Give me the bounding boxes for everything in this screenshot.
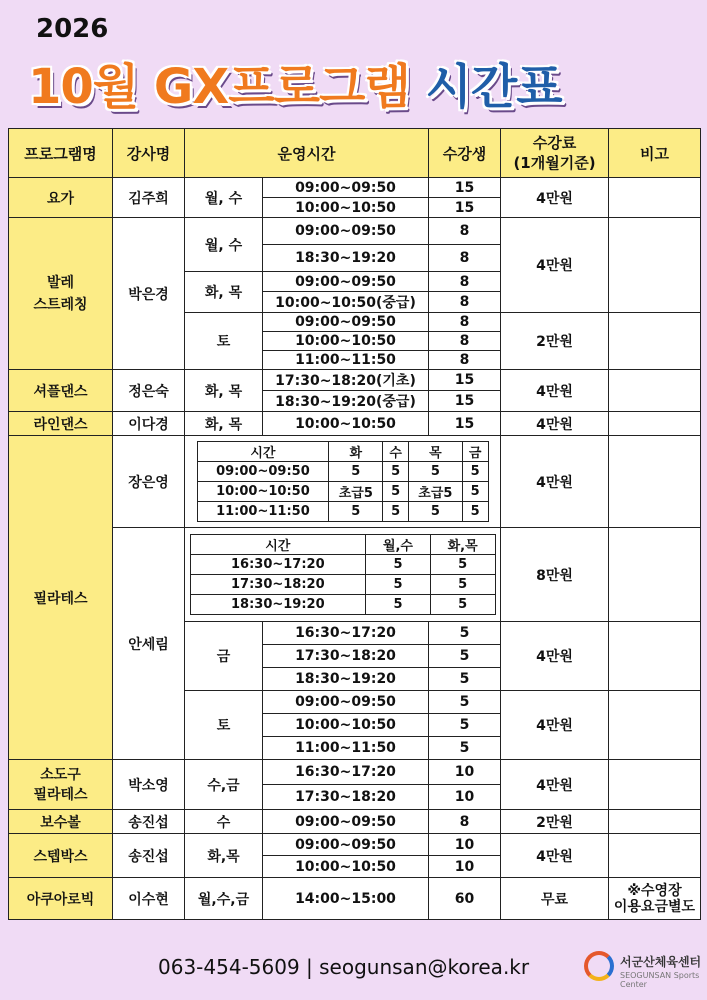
- table-row: [9, 370, 701, 391]
- inner-header: 시간: [197, 442, 329, 462]
- schedule-table: [8, 128, 701, 920]
- student-count: 5: [429, 645, 501, 668]
- time-slot: 10:00~10:50: [263, 332, 429, 351]
- inner-header: 수: [383, 442, 409, 462]
- time-slot: 18:30~19:20: [263, 668, 429, 691]
- inner-cell: 5: [383, 502, 409, 522]
- days: 화, 목: [185, 412, 263, 436]
- instructor: 송진섭: [113, 834, 185, 878]
- fee: 4만원: [501, 218, 609, 313]
- inner-cell: 16:30~17:20: [190, 555, 366, 575]
- program-name: 보수볼: [9, 810, 113, 834]
- instructor: 이수현: [113, 878, 185, 920]
- inner-cell: 초급5: [329, 482, 383, 502]
- time-slot: 10:00~10:50: [263, 412, 429, 436]
- title-part-2: 시간표: [425, 59, 562, 115]
- fee: 4만원: [501, 178, 609, 218]
- table-row: [9, 178, 701, 198]
- inner-header: 월,수: [366, 535, 431, 555]
- instructor: 장은영: [113, 436, 185, 528]
- time-slot: 18:30~19:20: [263, 245, 429, 272]
- inner-schedule-table: [190, 534, 496, 615]
- note: ※수영장 이용요금별도: [609, 878, 701, 920]
- inner-cell: 5: [408, 502, 462, 522]
- instructor: 박은경: [113, 218, 185, 370]
- days: 토: [185, 691, 263, 760]
- note: [609, 528, 701, 622]
- fee: 무료: [501, 878, 609, 920]
- time-slot: 17:30~18:20(기초): [263, 370, 429, 391]
- days: 토: [185, 313, 263, 370]
- note: [609, 810, 701, 834]
- time-slot: 09:00~09:50: [263, 178, 429, 198]
- table-header-row: [9, 129, 701, 178]
- fee: 2만원: [501, 313, 609, 370]
- inner-schedule-table: [197, 441, 489, 522]
- inner-cell: 09:00~09:50: [197, 462, 329, 482]
- student-count: 8: [429, 245, 501, 272]
- table-row: [9, 834, 701, 856]
- logo-subtitle: SEOGUNSAN Sports Center: [620, 971, 700, 989]
- col-header-fee: 수강료 (1개월기준): [501, 129, 609, 178]
- student-count: 10: [429, 856, 501, 878]
- days: 월, 수: [185, 218, 263, 272]
- student-count: 15: [429, 178, 501, 198]
- days: 수: [185, 810, 263, 834]
- fee: 4만원: [501, 436, 609, 528]
- contact-info: 063-454-5609 | seogunsan@korea.kr: [158, 955, 530, 979]
- inner-cell: 5: [329, 502, 383, 522]
- time-slot: 10:00~10:50(중급): [263, 292, 429, 313]
- student-count: 8: [429, 810, 501, 834]
- student-count: 15: [429, 412, 501, 436]
- table-row: [9, 436, 701, 528]
- table-row: [9, 218, 701, 245]
- inner-cell: 5: [366, 555, 431, 575]
- time-slot: 10:00~10:50: [263, 856, 429, 878]
- note: [609, 313, 701, 370]
- note: [609, 834, 701, 878]
- student-count: 8: [429, 218, 501, 245]
- program-name: 요가: [9, 178, 113, 218]
- program-name: 스텝박스: [9, 834, 113, 878]
- student-count: 5: [429, 668, 501, 691]
- instructor: 박소영: [113, 760, 185, 810]
- note: [609, 436, 701, 528]
- days: 월, 수: [185, 178, 263, 218]
- fee: 4만원: [501, 412, 609, 436]
- student-count: 60: [429, 878, 501, 920]
- time-slot: 11:00~11:50: [263, 737, 429, 760]
- instructor: 이다경: [113, 412, 185, 436]
- table-row: [9, 878, 701, 920]
- time-slot: 16:30~17:20: [263, 622, 429, 645]
- time-slot: 11:00~11:50: [263, 351, 429, 370]
- inner-cell: 11:00~11:50: [197, 502, 329, 522]
- student-count: 5: [429, 691, 501, 714]
- inner-header: 화: [329, 442, 383, 462]
- inner-cell: 17:30~18:20: [190, 575, 366, 595]
- inner-header: 시간: [190, 535, 366, 555]
- instructor: 정은숙: [113, 370, 185, 412]
- inner-cell: 5: [430, 575, 495, 595]
- note: [609, 412, 701, 436]
- title-part-1: 10월 GX프로그램: [28, 59, 410, 115]
- inner-cell: 5: [366, 575, 431, 595]
- inner-header: 금: [462, 442, 488, 462]
- note: [609, 370, 701, 412]
- inner-header: 화,목: [430, 535, 495, 555]
- time-slot: 17:30~18:20: [263, 785, 429, 810]
- inner-cell: 5: [408, 462, 462, 482]
- note: [609, 760, 701, 810]
- student-count: 8: [429, 332, 501, 351]
- student-count: 8: [429, 351, 501, 370]
- time-slot: 09:00~09:50: [263, 218, 429, 245]
- col-header-students: 수강생: [429, 129, 501, 178]
- program-name: 소도구 필라테스: [9, 760, 113, 810]
- student-count: 10: [429, 785, 501, 810]
- student-count: 10: [429, 760, 501, 785]
- student-count: 10: [429, 834, 501, 856]
- col-header-time: 운영시간: [185, 129, 429, 178]
- instructor: 송진섭: [113, 810, 185, 834]
- student-count: 15: [429, 198, 501, 218]
- student-count: 8: [429, 292, 501, 313]
- program-name: 필라테스: [9, 436, 113, 760]
- inner-cell: 초급5: [408, 482, 462, 502]
- inner-cell: 5: [383, 482, 409, 502]
- inner-cell: 5: [462, 482, 488, 502]
- inner-schedule-cell: [185, 436, 501, 528]
- inner-cell: 5: [366, 595, 431, 615]
- program-name: 셔플댄스: [9, 370, 113, 412]
- days: 수,금: [185, 760, 263, 810]
- time-slot: 10:00~10:50: [263, 714, 429, 737]
- inner-cell: 10:00~10:50: [197, 482, 329, 502]
- fee: 2만원: [501, 810, 609, 834]
- inner-cell: 5: [430, 555, 495, 575]
- time-slot: 09:00~09:50: [263, 313, 429, 332]
- inner-cell: 5: [329, 462, 383, 482]
- time-slot: 09:00~09:50: [263, 834, 429, 856]
- inner-cell: 5: [462, 462, 488, 482]
- table-row: [9, 528, 701, 622]
- days: 화,목: [185, 834, 263, 878]
- days: 월,수,금: [185, 878, 263, 920]
- note: [609, 691, 701, 760]
- program-name: 발레 스트레칭: [9, 218, 113, 370]
- note: [609, 218, 701, 313]
- time-slot: 14:00~15:00: [263, 878, 429, 920]
- inner-cell: 5: [383, 462, 409, 482]
- time-slot: 16:30~17:20: [263, 760, 429, 785]
- student-count: 5: [429, 737, 501, 760]
- fee: 8만원: [501, 528, 609, 622]
- fee: 4만원: [501, 834, 609, 878]
- student-count: 5: [429, 622, 501, 645]
- col-header-instructor: 강사명: [113, 129, 185, 178]
- days: 화, 목: [185, 370, 263, 412]
- fee: 4만원: [501, 760, 609, 810]
- fee: 4만원: [501, 370, 609, 412]
- center-logo: [584, 945, 702, 995]
- student-count: 15: [429, 370, 501, 391]
- days: 화, 목: [185, 272, 263, 313]
- note: [609, 622, 701, 691]
- time-slot: 10:00~10:50: [263, 198, 429, 218]
- table-row: [9, 810, 701, 834]
- col-header-note: 비고: [609, 129, 701, 178]
- student-count: 8: [429, 272, 501, 292]
- time-slot: 17:30~18:20: [263, 645, 429, 668]
- time-slot: 18:30~19:20(중급): [263, 391, 429, 412]
- inner-schedule-cell: [185, 528, 501, 622]
- fee: 4만원: [501, 622, 609, 691]
- logo-emblem-icon: [584, 951, 614, 981]
- time-slot: 09:00~09:50: [263, 810, 429, 834]
- student-count: 5: [429, 714, 501, 737]
- page-title: [28, 48, 562, 117]
- student-count: 8: [429, 313, 501, 332]
- time-slot: 09:00~09:50: [263, 272, 429, 292]
- table-row: [9, 412, 701, 436]
- days: 금: [185, 622, 263, 691]
- fee: 4만원: [501, 691, 609, 760]
- note: [609, 178, 701, 218]
- table-row: [9, 760, 701, 785]
- time-slot: 09:00~09:50: [263, 691, 429, 714]
- col-header-program: 프로그램명: [9, 129, 113, 178]
- logo-name: 서군산체육센터: [620, 955, 702, 969]
- inner-cell: 5: [430, 595, 495, 615]
- inner-header: 목: [408, 442, 462, 462]
- program-name: 아쿠아로빅: [9, 878, 113, 920]
- program-name: 라인댄스: [9, 412, 113, 436]
- year-label: 2026: [36, 14, 109, 44]
- inner-cell: 18:30~19:20: [190, 595, 366, 615]
- inner-cell: 5: [462, 502, 488, 522]
- instructor: 안세림: [113, 528, 185, 760]
- student-count: 15: [429, 391, 501, 412]
- instructor: 김주희: [113, 178, 185, 218]
